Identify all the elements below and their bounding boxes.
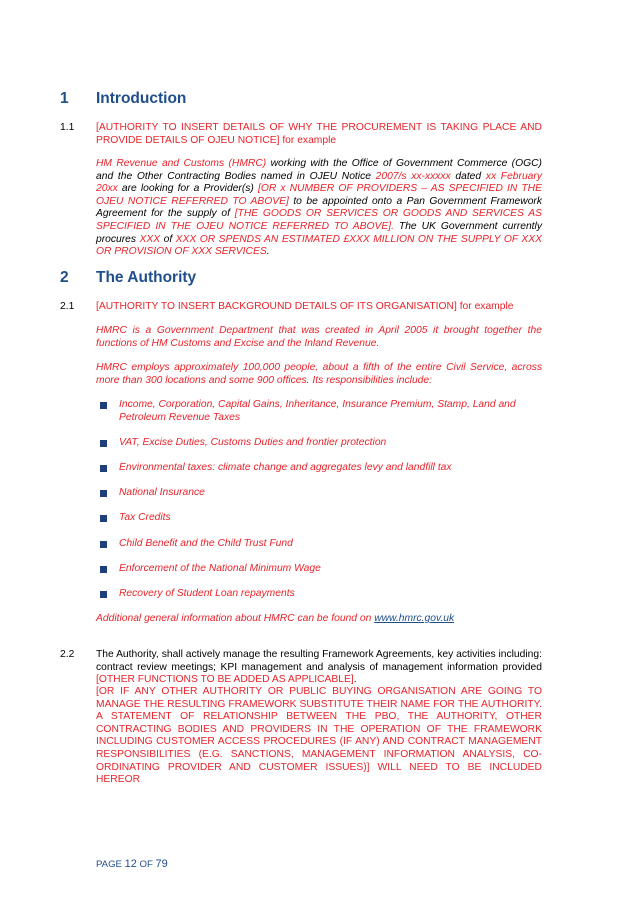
clause-2-2-red-statement: [OR IF ANY OTHER AUTHORITY OR PUBLIC BUYING ORGANISATION ARE GOING TO MANAGE THE RESULTING FRAMEWORK SUBSTITUTE THEIR NAME FOR THE AUTHORITY. A STATEMENT OF RELATIONSHIP BETWEEN THE PBO, THE AUTHORITY, OTHER CONTRACTING BODIES AND PROVIDERS IN THE OPERATION OF THE FRAMEWORK INCLUDING CUSTOMER ACCESS PROCEDURES (IF ANY) AND CONTRACT MANAGEMENT RESPONSIBILITIES (E.G. SANCTIONS, MANAGEMENT INFORMATION ANALYSIS, CO-ORDINATING PROVIDER AND CUSTOMER ISSUES)] WILL NEED TO BE INCLUDED HEREOR bbox=[96, 686, 542, 786]
section-heading-introduction bbox=[60, 90, 186, 108]
additional-info: Additional general information about HMRC can be found on www.hmrc.gov.uk bbox=[96, 613, 455, 624]
bullet-icon bbox=[100, 440, 107, 447]
bullet-icon bbox=[100, 402, 107, 409]
clause-number: 2.2 bbox=[60, 649, 75, 660]
clause-number: 2.1 bbox=[60, 301, 75, 312]
clause-1-1-text: [AUTHORITY TO INSERT DETAILS OF WHY THE PROCUREMENT IS TAKING PLACE AND PROVIDE DETAILS OF OJEU NOTICE] for example bbox=[96, 122, 542, 146]
section-heading-authority bbox=[60, 269, 196, 287]
hmrc-intro: HMRC is a Government Department that was created in April 2005 it brought together the functions of HM Customs and Excise and the Inland Revenue. bbox=[96, 325, 542, 349]
bullet-icon bbox=[100, 490, 107, 497]
list-item: Recovery of Student Loan repayments bbox=[119, 588, 295, 599]
bullet-icon bbox=[100, 591, 107, 598]
section-number: 1 bbox=[60, 90, 69, 107]
page-label: PAGE bbox=[96, 859, 122, 870]
bullet-icon bbox=[100, 515, 107, 522]
hmrc-website-link[interactable]: www.hmrc.gov.uk bbox=[374, 613, 455, 624]
page-footer bbox=[96, 858, 168, 870]
clause-1-1-body: HM Revenue and Customs (HMRC) working with the Office of Government Commerce (OGC) and the Other Contracting Bodies named in OJEU Notice 2007/s xx-xxxxx dated xx February 20xx are looking for a Provider(s) [OR x NUMBER OF PROVIDERS – AS SPECIFIED IN THE OJEU NOTICE REFERRED TO ABOVE] to be appointed onto a Pan Government Framework Agreement for the supply of [THE GOODS OR SERVICES OR GOODS AND SERVICES AS SPECIFIED IN THE OJEU NOTICE REFERRED TO ABOVE]. The UK Government currently procures XXX of XXX OR SPENDS AN ESTIMATED £XXX MILLION ON THE SUPPLY OF XXX OR PROVISION OF XXX SERVICES. bbox=[96, 158, 542, 258]
list-item: Child Benefit and the Child Trust Fund bbox=[119, 538, 293, 549]
bullet-icon bbox=[100, 566, 107, 573]
page-number: 12 bbox=[124, 858, 137, 870]
section-number: 2 bbox=[60, 269, 69, 286]
of-label: OF bbox=[139, 859, 153, 870]
bullet-icon bbox=[100, 541, 107, 548]
list-item: VAT, Excise Duties, Customs Duties and frontier protection bbox=[119, 437, 387, 448]
list-item: Tax Credits bbox=[119, 512, 171, 523]
total-pages: 79 bbox=[155, 858, 168, 870]
clause-2-2-text: The Authority, shall actively manage the resulting Framework Agreements, key activities including: contract review meetings; KPI management and analysis of management information provided [OTHER FUNCTIONS TO BE ADDED AS APPLICABLE]. bbox=[96, 649, 542, 686]
clause-2-1-text: [AUTHORITY TO INSERT BACKGROUND DETAILS OF ITS ORGANISATION] for example bbox=[96, 301, 514, 312]
list-item: Income, Corporation, Capital Gains, Inheritance, Insurance Premium, Stamp, Land and Petroleum Revenue Taxes bbox=[119, 399, 516, 423]
bullet-icon bbox=[100, 465, 107, 472]
list-item: Enforcement of the National Minimum Wage bbox=[119, 563, 321, 574]
list-item: Environmental taxes: climate change and aggregates levy and landfill tax bbox=[119, 462, 452, 473]
section-title: The Authority bbox=[96, 269, 197, 286]
section-title: Introduction bbox=[96, 90, 187, 107]
hmrc-employs: HMRC employs approximately 100,000 people, about a fifth of the entire Civil Service, across more than 300 locations and some 900 offices. Its responsibilities include: bbox=[96, 362, 542, 386]
list-item: National Insurance bbox=[119, 487, 205, 498]
clause-number: 1.1 bbox=[60, 122, 75, 133]
